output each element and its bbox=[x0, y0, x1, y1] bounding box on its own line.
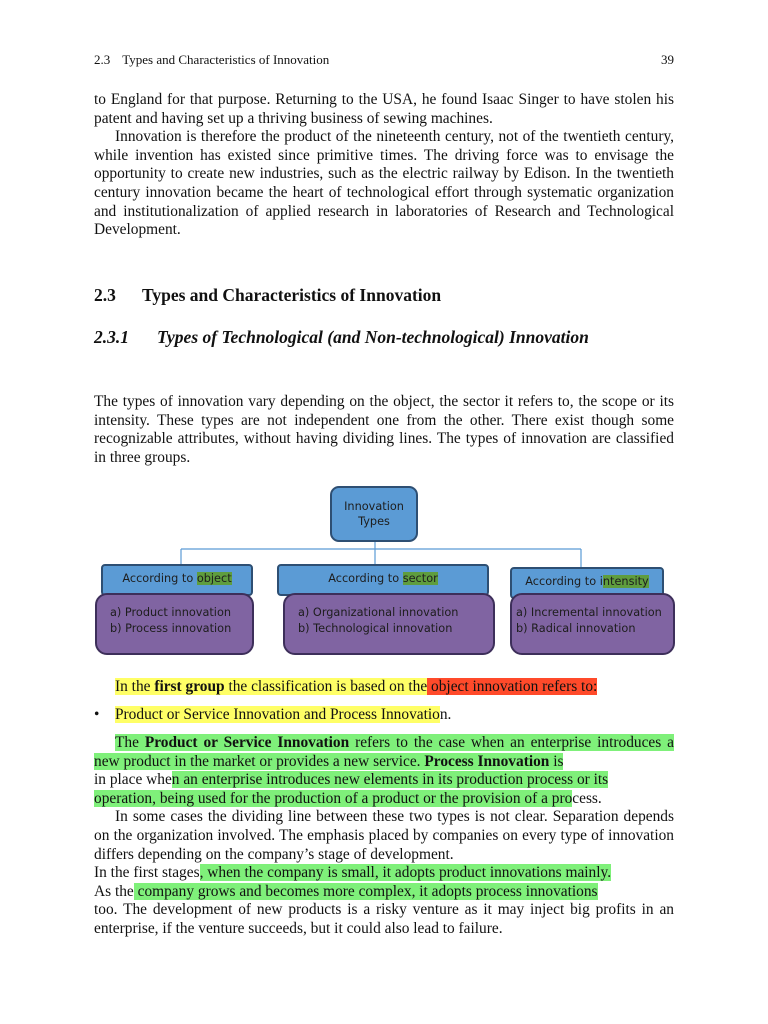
category-object-key: object bbox=[196, 572, 232, 585]
psi-b2: n an enterprise introduces new elements in its production process or its bbox=[171, 771, 609, 789]
section-number: 2.3 bbox=[94, 285, 116, 305]
list-sector-node bbox=[283, 593, 495, 655]
list-sector-item-b: b) Technological innovation bbox=[298, 622, 453, 635]
subsection-number: 2.3.1 bbox=[94, 327, 129, 347]
psi-line-4 bbox=[94, 790, 674, 809]
root-node-line1: Innovation bbox=[344, 500, 404, 513]
running-head-section-title: Types and Characteristics of Innovation bbox=[122, 52, 330, 67]
intro-paragraph-2: Innovation is therefore the product of the nineteenth century, not of the twentieth century, while invention has existed since primitive times. The driving force was to envisage the opportunity to create new industries, such as the electric railway by Edison. In the twentieth century innovation became the heart of technological effort through systematic organization and institutionalization of applied research in laboratories of Research and Technological Development. bbox=[94, 128, 674, 239]
running-head-title bbox=[94, 52, 329, 68]
product-process-section bbox=[94, 734, 674, 939]
page-number: 39 bbox=[661, 52, 674, 67]
root-node-line2: Types bbox=[358, 515, 390, 528]
first-group-bold: first group bbox=[154, 678, 225, 695]
subsection-title: Types of Technological (and Non-technological) Innovation bbox=[157, 327, 589, 347]
running-head bbox=[94, 52, 674, 68]
root-node bbox=[330, 486, 418, 542]
category-object-prefix: According to bbox=[122, 572, 197, 585]
psi-c1: operation, being used for the production of a product or the provision of a pro bbox=[94, 789, 573, 807]
bullet-text-rest: n. bbox=[439, 705, 452, 723]
category-sector-prefix: According to bbox=[328, 572, 403, 585]
list-object-node bbox=[95, 593, 254, 655]
some-cases-line-5 bbox=[94, 883, 674, 902]
some-cases-l3a: As the bbox=[94, 882, 134, 900]
category-intensity-prefix: According to i bbox=[525, 575, 603, 588]
some-cases-l2b: , when the company is small, it adopts product innovations mainly. bbox=[199, 864, 612, 882]
psi-a3: refers to the case when an enterprise introduces a new product in the market or provides a new service. bbox=[94, 734, 674, 770]
first-group-s1: In the bbox=[115, 678, 155, 695]
list-intensity-item-b: b) Radical innovation bbox=[516, 622, 636, 635]
running-head-section-number: 2.3 bbox=[94, 52, 111, 67]
psi-line-3 bbox=[94, 771, 674, 790]
list-intensity-item-a: a) Incremental innovation bbox=[516, 606, 662, 619]
psi-a1: The bbox=[115, 734, 145, 751]
list-object-item-b: b) Process innovation bbox=[110, 622, 232, 635]
some-cases-l3b: company grows and becomes more complex, it adopts process innovations bbox=[133, 882, 598, 900]
section-title: Types and Characteristics of Innovation bbox=[142, 285, 442, 305]
psi-a5: is bbox=[549, 752, 564, 770]
psi-product-service-bold: Product or Service Innovation bbox=[144, 734, 350, 751]
some-cases-l2a: In the first stages bbox=[94, 864, 200, 882]
category-intensity-key: ntensity bbox=[602, 575, 649, 588]
types-paragraph bbox=[94, 393, 674, 467]
innovation-types-diagram bbox=[94, 480, 674, 660]
types-paragraph-text: The types of innovation vary depending on the object, the sector it refers to, the scope or its intensity. These types are not independent one from the other. There exist though some recognizable attributes, without having dividing lines. The types of innovation are classified in three groups. bbox=[94, 393, 674, 466]
psi-c2: cess. bbox=[572, 789, 602, 807]
some-cases-lines-1-3: In some cases the dividing line between these two types is not clear. Separation depends on the organization involved. The emphasis placed by companies on every type of innovation differs depending on the company’s stage of development. bbox=[94, 808, 674, 863]
list-object-item-a: a) Product innovation bbox=[110, 606, 232, 619]
some-cases-line-4 bbox=[94, 864, 674, 883]
list-intensity-node bbox=[510, 593, 675, 655]
psi-paragraph-lines-1-2 bbox=[94, 734, 674, 771]
intro-paragraphs bbox=[94, 91, 674, 240]
bullet-text-highlighted: Product or Service Innovation and Process Innovatio bbox=[115, 705, 440, 723]
some-cases-lines-6-7: too. The development of new products is a risky venture as it may inject big profits in an enterprise, if the venture succeeds, but it could also lead to failure. bbox=[94, 901, 674, 937]
first-group-s4: object innovation refers to: bbox=[427, 678, 598, 695]
first-group-section bbox=[94, 678, 674, 724]
category-sector-node bbox=[277, 564, 489, 596]
first-group-s3: the classification is based on the bbox=[224, 678, 428, 695]
category-object-node bbox=[101, 564, 253, 596]
list-sector-item-a: a) Organizational innovation bbox=[298, 606, 459, 619]
bullet-item bbox=[94, 706, 674, 725]
psi-process-bold: Process Innovation bbox=[424, 752, 550, 770]
category-sector-key: sector bbox=[402, 572, 438, 585]
bullet-symbol: • bbox=[94, 705, 100, 723]
psi-b1: in place whe bbox=[94, 771, 172, 789]
first-group-line bbox=[94, 678, 674, 697]
section-heading bbox=[94, 285, 441, 306]
intro-paragraph-1: to England for that purpose. Returning to the USA, he found Isaac Singer to have stolen his patent and having set up a thriving business of sewing machines. bbox=[94, 91, 674, 127]
